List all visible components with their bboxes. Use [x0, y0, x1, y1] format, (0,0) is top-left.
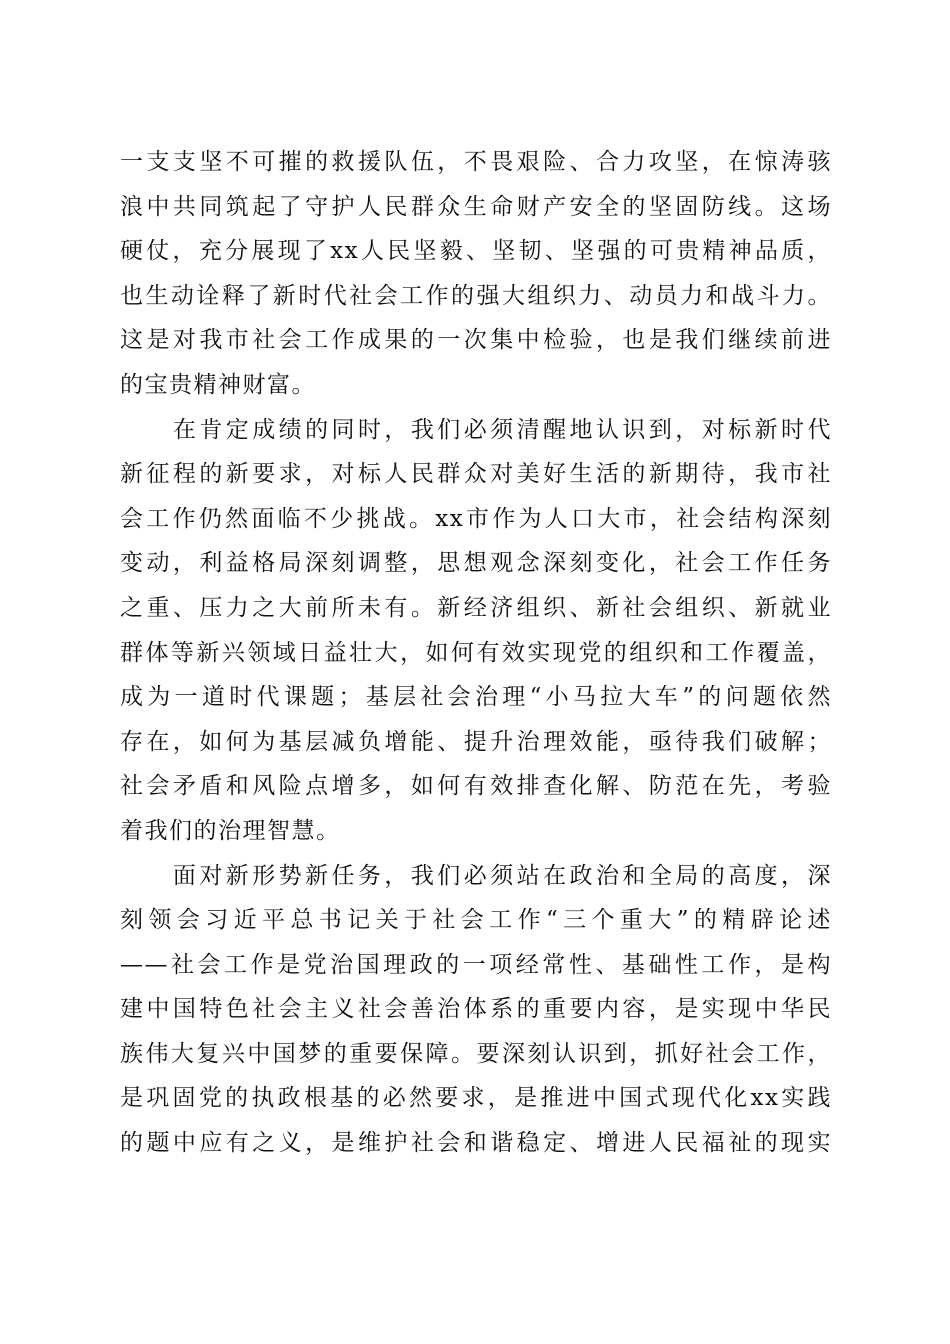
text-line: ——社会工作是党治国理政的一项经常性、基础性工作，是构 [120, 951, 832, 978]
text-line: 新征程的新要求，对标人民群众对美好生活的新期待，我市社 [120, 461, 832, 488]
text-line: 会工作仍然面临不少挑战。xx市作为人口大市，社会结构深刻 [120, 505, 832, 532]
text-line: 的宝贵精神财富。 [120, 371, 316, 398]
text-line: 群体等新兴领域日益壮大，如何有效实现党的组织和工作覆盖， [120, 639, 832, 666]
text-line: 刻领会习近平总书记关于社会工作“三个重大”的精辟论述 [120, 907, 832, 934]
body-text [120, 140, 832, 1166]
text-line: 硬仗，充分展现了xx人民坚毅、坚韧、坚强的可贵精神品质， [120, 238, 832, 265]
text-line: 是巩固党的执政根基的必然要求，是推进中国式现代化xx实践 [120, 1085, 832, 1112]
text-line: 建中国特色社会主义社会善治体系的重要内容，是实现中华民 [120, 996, 832, 1023]
text-line: 变动，利益格局深刻调整，思想观念深刻变化，社会工作任务 [120, 550, 832, 577]
text-line: 一支支坚不可摧的救援队伍，不畏艰险、合力攻坚，在惊涛骇 [120, 149, 832, 175]
text-line: 面对新形势新任务，我们必须站在政治和全局的高度，深 [120, 862, 832, 889]
text-line: 族伟大复兴中国梦的重要保障。要深刻认识到，抓好社会工作， [120, 1040, 832, 1067]
text-line: 之重、压力之大前所未有。新经济组织、新社会组织、新就业 [120, 594, 832, 621]
text-line: 成为一道时代课题；基层社会治理“小马拉大车”的问题依然 [120, 684, 832, 711]
text-line: 着我们的治理智慧。 [120, 817, 341, 844]
text-line: 也生动诠释了新时代社会工作的强大组织力、动员力和战斗力。 [120, 282, 832, 309]
text-line: 的题中应有之义，是维护社会和谐稳定、增进人民福祉的现实 [120, 1130, 832, 1157]
paragraph-1 [120, 140, 832, 408]
paragraph-2 [120, 408, 832, 854]
text-line: 存在，如何为基层减负增能、提升治理效能，亟待我们破解； [120, 728, 832, 755]
text-line: 在肯定成绩的同时，我们必须清醒地认识到，对标新时代 [120, 416, 832, 443]
text-line: 社会矛盾和风险点增多，如何有效排查化解、防范在先，考验 [120, 773, 832, 800]
text-line: 这是对我市社会工作成果的一次集中检验，也是我们继续前进 [120, 327, 832, 354]
paragraph-3 [120, 854, 832, 1166]
text-line: 浪中共同筑起了守护人民群众生命财产安全的坚固防线。这场 [120, 193, 832, 220]
